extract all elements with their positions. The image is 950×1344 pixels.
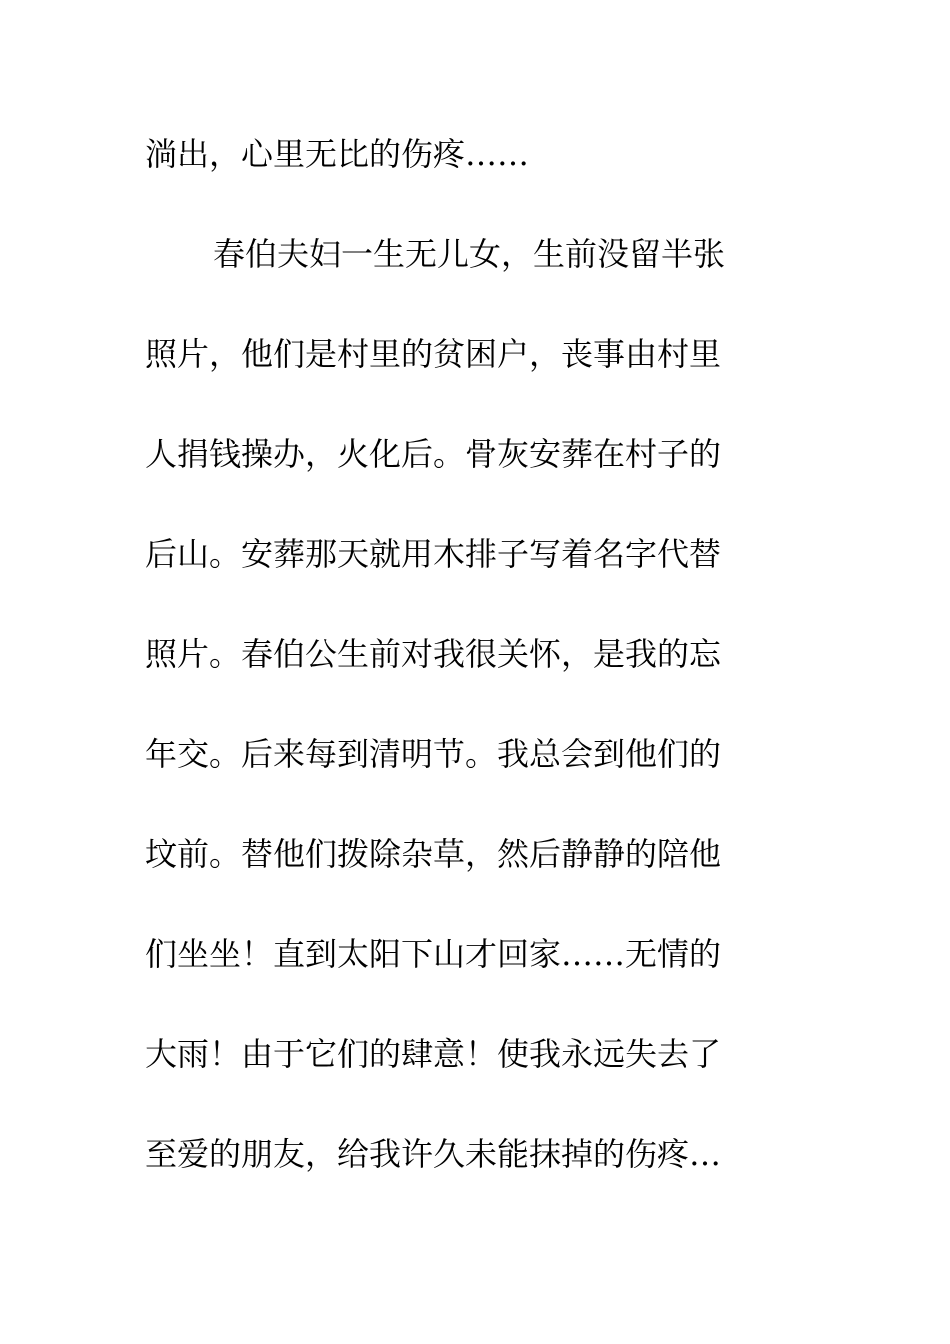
body-text: [145, 124, 785, 1224]
text-line: 人捐钱操办，火化后。骨灰安葬在村子的: [145, 435, 722, 473]
text-line: 年交。后来每到清明节。我总会到他们的: [145, 735, 722, 773]
text-line: 大雨！由于它们的肆意！使我永远失去了: [145, 1035, 722, 1073]
text-line: 至爱的朋友，给我许久未能抹掉的伤疼…: [145, 1135, 722, 1173]
text-line: 后山。安葬那天就用木排子写着名字代替: [145, 535, 722, 573]
text-line: 坟前。替他们拨除杂草，然后静静的陪他: [145, 835, 722, 873]
text-line: 淌出，心里无比的伤疼……: [145, 135, 530, 173]
paragraph-first-line: 春伯夫妇一生无儿女，生前没留半张: [213, 235, 726, 273]
text-line: 照片，他们是村里的贫困户，丧事由村里: [145, 335, 722, 373]
text-line: 们坐坐！直到太阳下山才回家……无情的: [145, 935, 722, 973]
text-line: 照片。春伯公生前对我很关怀，是我的忘: [145, 635, 722, 673]
